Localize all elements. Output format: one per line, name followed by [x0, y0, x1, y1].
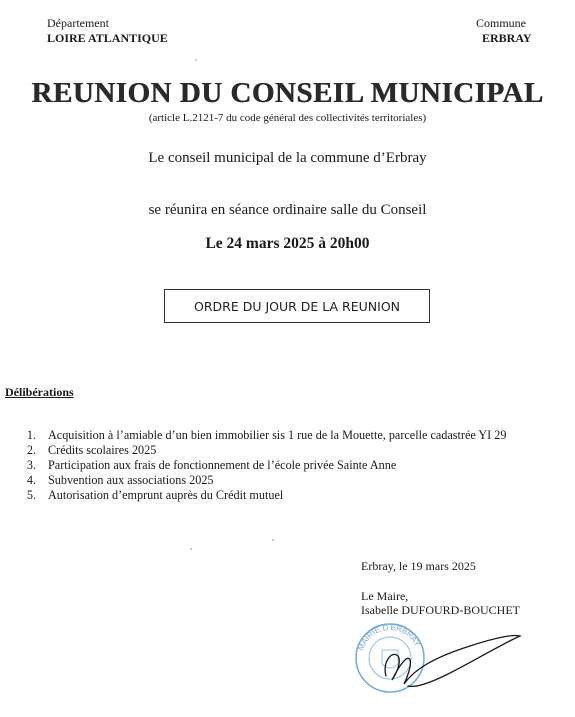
agenda-title: ORDRE DU JOUR DE LA REUNION: [193, 298, 401, 314]
scan-speck: [195, 59, 197, 61]
item-number: 3.: [26, 458, 36, 472]
item-number: 4.: [26, 473, 36, 487]
item-number: 2.: [26, 443, 36, 457]
stamp-and-signature: [352, 620, 524, 700]
department-label: Département: [47, 16, 109, 30]
commune-label: Commune: [476, 16, 526, 30]
signature-role: Le Maire,: [361, 589, 409, 603]
intro-line-2: se réunira en séance ordinaire salle du Conseil: [148, 202, 427, 218]
scan-speck: [272, 539, 274, 541]
page-title: REUNION DU CONSEIL MUNICIPAL: [31, 77, 544, 109]
deliberations-heading: Délibérations: [5, 385, 74, 399]
item-number: 5.: [26, 488, 36, 502]
list-item: [22, 458, 562, 473]
deliberations-list: [22, 428, 562, 503]
list-item: [22, 443, 562, 458]
agenda-title-box: [164, 289, 430, 323]
scan-speck: [190, 548, 192, 550]
legal-reference: (article L.2121-7 du code général des collectivités territoriales): [148, 112, 427, 124]
signature-place-date: Erbray, le 19 mars 2025: [361, 559, 476, 573]
list-item: [22, 473, 562, 488]
item-text: Acquisition à l’amiable d’un bien immobilier sis 1 rue de la Mouette, parcelle cadastrée YI 29: [48, 428, 507, 442]
intro-line-1: Le conseil municipal de la commune d’Erbray: [148, 150, 427, 166]
item-text: Autorisation d’emprunt auprès du Crédit mutuel: [48, 488, 284, 502]
svg-text:MAIRIE D'ERBRAY: MAIRIE D'ERBRAY: [356, 622, 423, 652]
commune-name: ERBRAY: [482, 31, 532, 45]
department-name: LOIRE ATLANTIQUE: [47, 31, 168, 45]
item-text: Participation aux frais de fonctionnement de l’école privée Sainte Anne: [48, 458, 397, 472]
item-text: Crédits scolaires 2025: [48, 443, 157, 457]
signature-name: Isabelle DUFOURD-BOUCHET: [361, 603, 520, 617]
item-number: 1.: [26, 428, 36, 442]
list-item: [22, 428, 562, 443]
list-item: [22, 488, 562, 503]
item-text: Subvention aux associations 2025: [48, 473, 214, 487]
mayor-stamp-icon: [356, 623, 424, 692]
meeting-date: Le 24 mars 2025 à 20h00: [205, 235, 370, 252]
